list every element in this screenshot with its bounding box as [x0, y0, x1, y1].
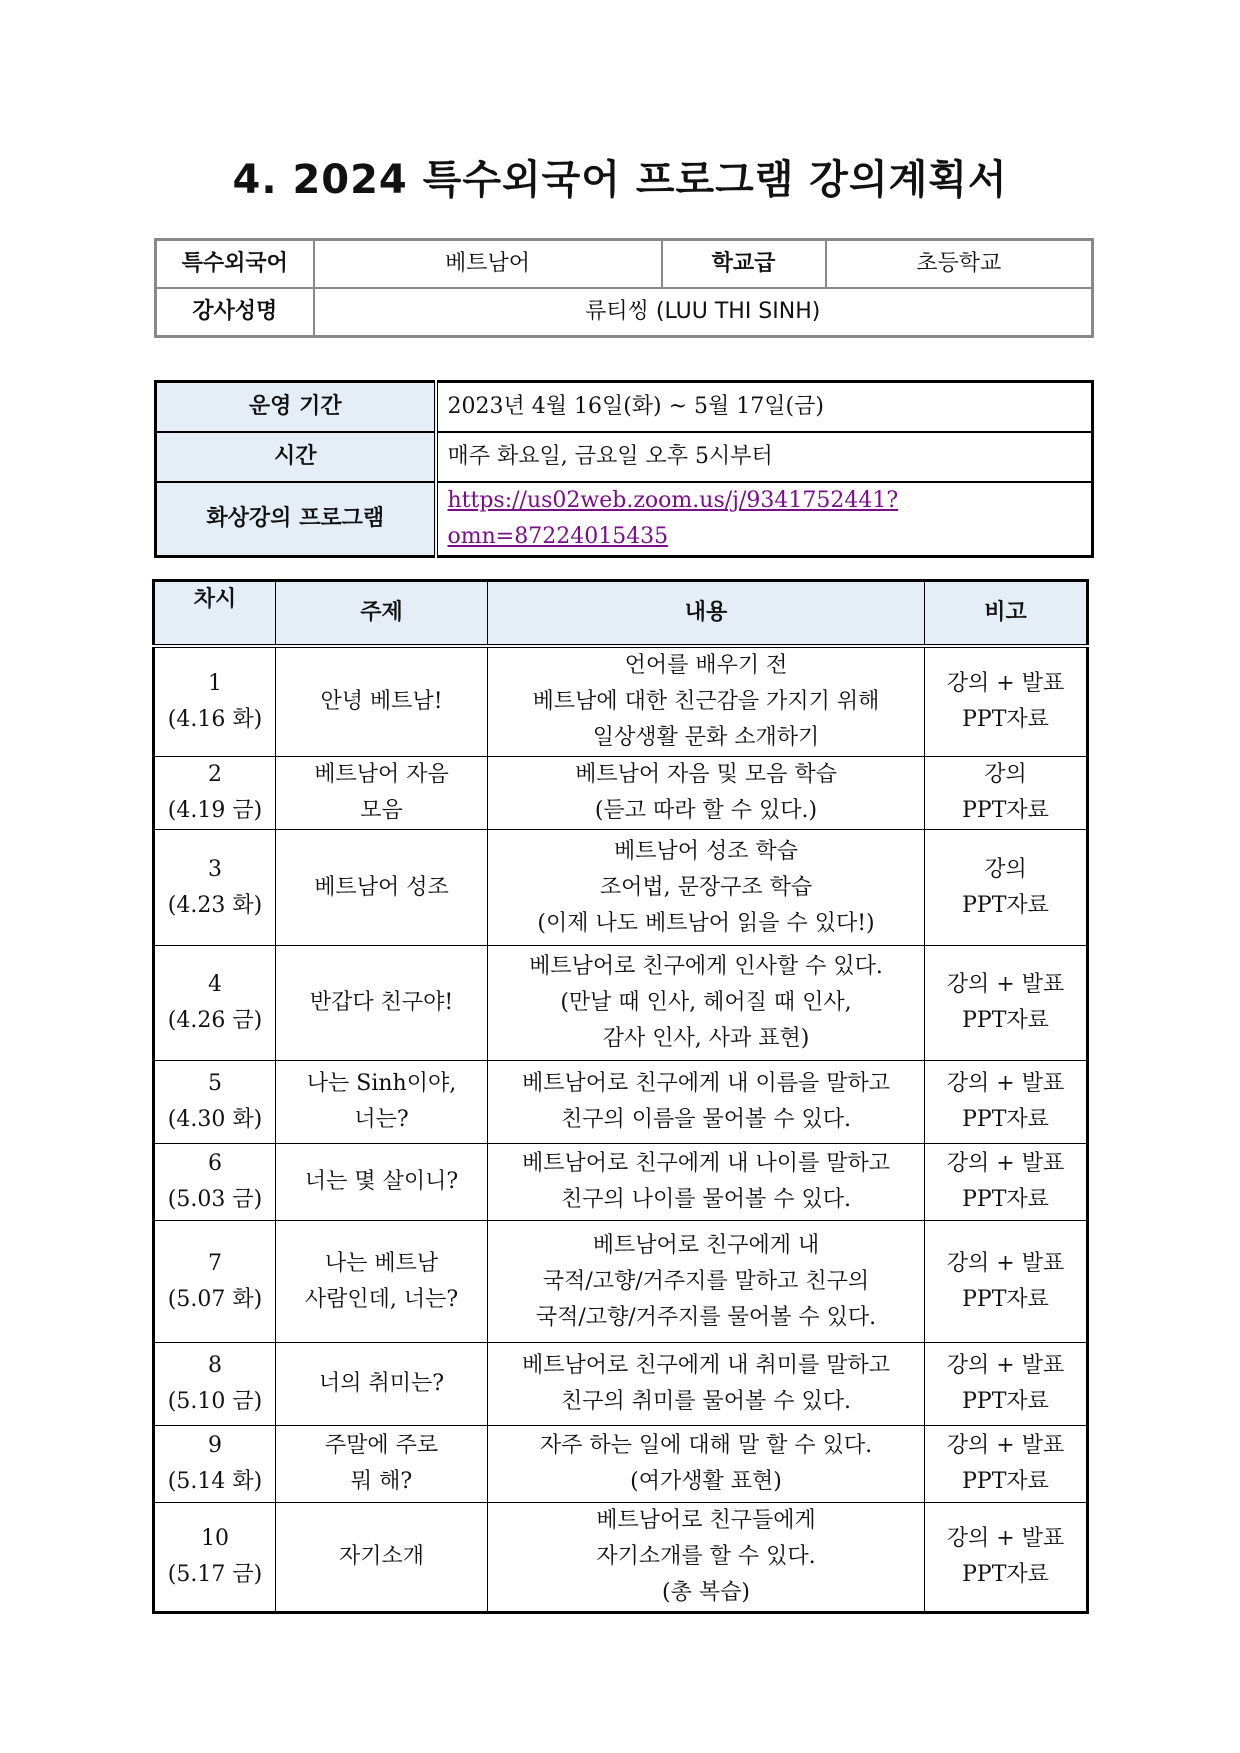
session-cell — [154, 1144, 276, 1221]
note-cell — [925, 757, 1088, 830]
note-cell-line: 강의 + 발표 — [946, 1250, 1065, 1276]
note-cell — [925, 830, 1088, 946]
topic-cell — [276, 946, 488, 1061]
note-cell — [925, 1426, 1088, 1503]
topic-cell — [276, 1061, 488, 1144]
note-cell-line: PPT자료 — [962, 1389, 1049, 1414]
note-cell-line: PPT자료 — [962, 798, 1049, 823]
header-session: 차시 — [154, 581, 276, 647]
schedule-table — [154, 380, 1094, 558]
school-label: 학교급 — [662, 240, 826, 289]
note-cell-line: PPT자료 — [962, 892, 1049, 918]
topic-cell-line: 너는 몇 살이니? — [304, 1169, 459, 1194]
session-cell — [154, 757, 276, 830]
content-cell-line: 자주 하는 일에 대해 말 할 수 있다. — [539, 1433, 873, 1458]
session-cell-line: 2 — [208, 762, 222, 787]
note-cell-line: PPT자료 — [962, 1562, 1049, 1587]
table-row — [154, 1503, 1088, 1613]
topic-cell-line: 뭐 해? — [350, 1469, 413, 1494]
session-cell-line: 5 — [208, 1071, 222, 1096]
header-note: 비고 — [925, 581, 1088, 647]
topic-cell-line: 자기소개 — [338, 1544, 424, 1569]
table-row — [154, 1343, 1088, 1426]
note-cell-line: 강의 — [984, 856, 1027, 882]
session-cell-line: (4.19 금) — [167, 798, 263, 823]
topic-cell — [276, 1503, 488, 1613]
session-cell-line: (4.26 금) — [167, 1008, 263, 1033]
note-cell-line: 강의 + 발표 — [946, 1433, 1065, 1458]
content-cell-line: 베트남어 성조 학습 — [613, 838, 798, 864]
session-cell-line: 3 — [208, 856, 222, 882]
topic-cell — [276, 646, 488, 757]
note-cell — [925, 946, 1088, 1061]
session-cell-line: (5.17 금) — [167, 1562, 263, 1587]
note-cell-line: 강의 + 발표 — [946, 1353, 1065, 1378]
content-cell-line: 베트남어 자음 및 모음 학습 — [575, 762, 837, 787]
content-cell-line: (이제 나도 베트남어 읽을 수 있다!) — [537, 910, 875, 936]
topic-cell-line: 주말에 주로 — [324, 1433, 439, 1458]
session-cell — [154, 1343, 276, 1426]
content-cell — [488, 1426, 925, 1503]
content-cell-line: 친구의 나이를 물어볼 수 있다. — [561, 1187, 851, 1212]
time-value: 매주 화요일, 금요일 오후 5시부터 — [436, 432, 1093, 482]
content-cell-line: 친구의 이름을 물어볼 수 있다. — [561, 1107, 851, 1132]
note-cell-line: 강의 + 발표 — [946, 1071, 1065, 1096]
content-cell-line: (듣고 따라 할 수 있다.) — [594, 798, 818, 823]
note-cell — [925, 1343, 1088, 1426]
session-cell-line: (5.03 금) — [167, 1187, 263, 1212]
content-cell-line: 친구의 취미를 물어볼 수 있다. — [561, 1389, 851, 1414]
teacher-value: 류티씽 (LUU THI SINH) — [314, 288, 1093, 337]
table-header-row — [154, 581, 1088, 647]
header-content: 내용 — [488, 581, 925, 647]
content-cell — [488, 830, 925, 946]
topic-cell-line: 베트남어 자음 — [314, 762, 449, 787]
note-cell — [925, 1503, 1088, 1613]
content-cell-line: 언어를 배우기 전 — [624, 653, 788, 678]
session-cell-line: 8 — [208, 1353, 222, 1378]
teacher-label: 강사성명 — [156, 288, 314, 337]
page-title: 4. 2024 특수외국어 프로그램 강의계획서 — [232, 157, 1008, 203]
content-cell-line: (총 복습) — [662, 1580, 750, 1605]
session-cell — [154, 1503, 276, 1613]
header-topic: 주제 — [276, 581, 488, 647]
table-row — [154, 757, 1088, 830]
topic-cell — [276, 757, 488, 830]
session-cell-line: (4.23 화) — [167, 892, 263, 918]
period-label: 운영 기간 — [156, 382, 436, 433]
topic-cell-line: 나는 Sinh이야, — [306, 1071, 457, 1096]
lesson-plan-table — [152, 579, 1089, 1614]
content-cell-line: 베트남어로 친구에게 내 취미를 말하고 — [521, 1353, 890, 1378]
content-cell-line: 일상생활 문화 소개하기 — [592, 725, 820, 750]
note-cell-line: PPT자료 — [962, 1008, 1049, 1033]
table-row — [154, 946, 1088, 1061]
note-cell-line: 강의 + 발표 — [946, 972, 1065, 997]
content-cell — [488, 757, 925, 830]
content-cell — [488, 646, 925, 757]
content-cell-line: 베트남에 대한 친근감을 가지기 위해 — [532, 689, 880, 714]
content-cell-line: 자기소개를 할 수 있다. — [596, 1544, 816, 1569]
topic-cell — [276, 1144, 488, 1221]
session-cell-line: (5.07 화) — [167, 1286, 263, 1312]
topic-cell-line: 나는 베트남 — [324, 1250, 439, 1276]
note-cell-line: PPT자료 — [962, 707, 1049, 732]
content-cell — [488, 946, 925, 1061]
language-label: 특수외국어 — [156, 240, 314, 289]
content-cell — [488, 1343, 925, 1426]
topic-cell — [276, 830, 488, 946]
table-row — [154, 1221, 1088, 1343]
session-cell-line: 10 — [201, 1526, 229, 1551]
content-cell-line: 감사 인사, 사과 표현) — [602, 1026, 810, 1051]
note-cell — [925, 1061, 1088, 1144]
topic-cell-line: 안녕 베트남! — [320, 689, 443, 714]
table-row — [154, 1144, 1088, 1221]
session-cell-line: (5.10 금) — [167, 1389, 263, 1414]
content-cell-line: 베트남어로 친구에게 내 이름을 말하고 — [521, 1071, 890, 1096]
note-cell-line: PPT자료 — [962, 1187, 1049, 1212]
topic-cell-line: 사람인데, 너는? — [304, 1286, 459, 1312]
content-cell-line: 국적/고향/거주지를 말하고 친구의 — [542, 1268, 870, 1294]
content-cell-line: 베트남어로 친구에게 인사할 수 있다. — [529, 954, 883, 979]
program-label: 화상강의 프로그램 — [156, 482, 436, 557]
content-cell — [488, 1503, 925, 1613]
session-cell — [154, 830, 276, 946]
note-cell — [925, 1144, 1088, 1221]
session-cell — [154, 1061, 276, 1144]
topic-cell-line: 모음 — [360, 798, 403, 823]
note-cell-line: PPT자료 — [962, 1107, 1049, 1132]
content-cell-line: 베트남어로 친구에게 내 — [592, 1232, 820, 1258]
content-cell-line: 베트남어로 친구에게 내 나이를 말하고 — [521, 1151, 890, 1176]
session-cell — [154, 1221, 276, 1343]
note-cell — [925, 646, 1088, 757]
content-cell — [488, 1144, 925, 1221]
session-cell — [154, 1426, 276, 1503]
school-value: 초등학교 — [826, 240, 1093, 289]
content-cell-line: 베트남어로 친구들에게 — [596, 1508, 816, 1533]
period-value: 2023년 4월 16일(화) ~ 5월 17일(금) — [436, 382, 1093, 433]
note-cell-line: 강의 + 발표 — [946, 1526, 1065, 1551]
content-cell-line: 조어법, 문장구조 학습 — [599, 874, 813, 900]
content-cell-line: (여가생활 표현) — [630, 1469, 782, 1494]
note-cell-line: 강의 + 발표 — [946, 1151, 1065, 1176]
session-cell — [154, 646, 276, 757]
topic-cell — [276, 1343, 488, 1426]
session-cell-line: (4.30 화) — [167, 1107, 263, 1132]
topic-cell — [276, 1426, 488, 1503]
note-cell-line: 강의 — [984, 762, 1027, 787]
content-cell-line: (만날 때 인사, 헤어질 때 인사, — [560, 990, 852, 1015]
topic-cell-line: 반갑다 친구야! — [309, 990, 454, 1015]
info-table — [154, 238, 1094, 338]
session-cell-line: 9 — [208, 1433, 222, 1458]
topic-cell — [276, 1221, 488, 1343]
zoom-link[interactable]: https://us02web.zoom.us/j/9341752441?omn=87224015435 — [447, 488, 899, 549]
note-cell-line: PPT자료 — [962, 1469, 1049, 1494]
time-label: 시간 — [156, 432, 436, 482]
session-cell-line: 1 — [208, 671, 222, 696]
table-row — [154, 830, 1088, 946]
note-cell-line: 강의 + 발표 — [946, 671, 1065, 696]
session-cell-line: (4.16 화) — [167, 707, 263, 732]
session-cell-line: 4 — [208, 972, 222, 997]
session-cell-line: 7 — [208, 1250, 222, 1276]
table-row — [154, 1061, 1088, 1144]
topic-cell-line: 베트남어 성조 — [314, 874, 449, 900]
session-cell-line: (5.14 화) — [167, 1469, 263, 1494]
topic-cell-line: 너는? — [354, 1107, 409, 1132]
session-cell — [154, 946, 276, 1061]
content-cell — [488, 1061, 925, 1144]
note-cell-line: PPT자료 — [962, 1286, 1049, 1312]
content-cell-line: 국적/고향/거주지를 물어볼 수 있다. — [535, 1304, 877, 1330]
note-cell — [925, 1221, 1088, 1343]
content-cell — [488, 1221, 925, 1343]
session-cell-line: 6 — [208, 1151, 222, 1176]
topic-cell-line: 너의 취미는? — [318, 1371, 445, 1396]
table-row — [154, 646, 1088, 757]
language-value: 베트남어 — [314, 240, 662, 289]
table-row — [154, 1426, 1088, 1503]
